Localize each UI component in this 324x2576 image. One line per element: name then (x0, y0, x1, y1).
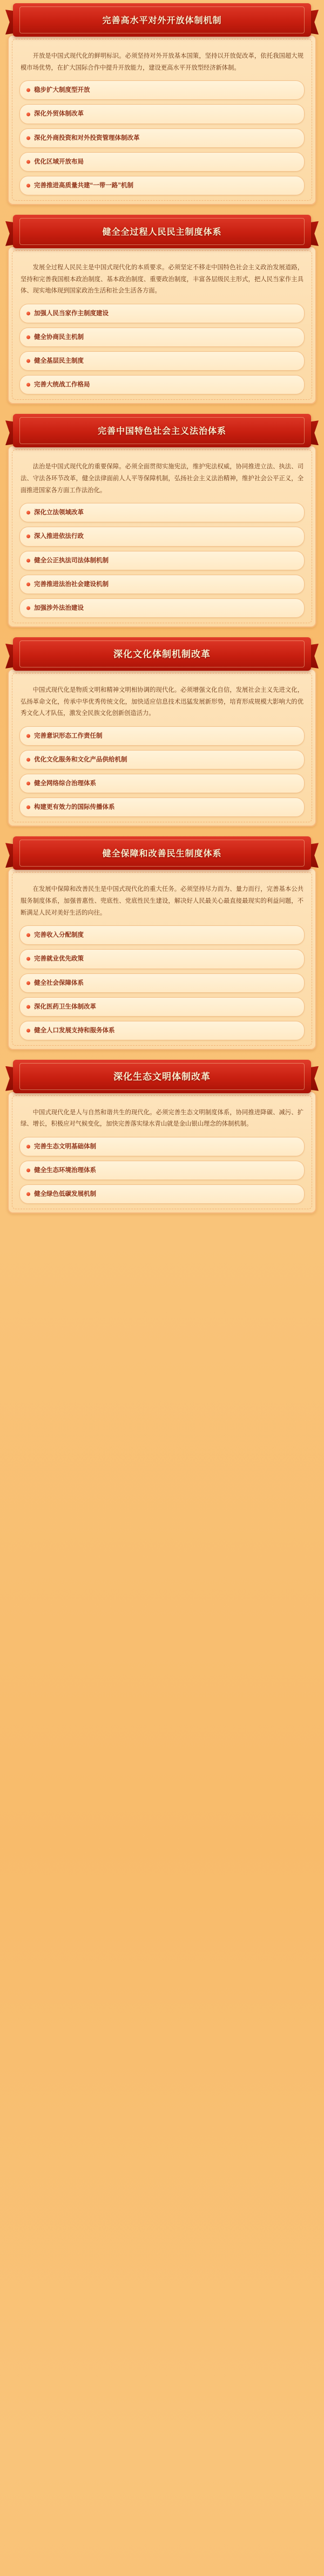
list-item[interactable] (19, 750, 305, 769)
list-item-label: 优化区域开放布局 (34, 158, 84, 165)
bullet-dot-icon (26, 112, 30, 116)
bullet-dot-icon (26, 981, 30, 985)
list-item-label: 健全社会保障体系 (34, 979, 84, 986)
section-item-list (19, 1137, 305, 1204)
bullet-dot-icon (26, 183, 30, 187)
list-item[interactable] (19, 80, 305, 100)
section-title: 完善中国特色社会主义法治体系 (97, 427, 226, 437)
content-section (0, 0, 324, 205)
section-paragraph: 在发展中保障和改善民生是中国式现代化的重大任务。必须坚持尽力而为、量力而行，完善基本公共服务制度体系，加强普惠性、兜底性、党底性民生建设，解决好人民最关心最直接最现实的利益问题，不断满足人民对美好生活的向往。 (21, 886, 303, 916)
bullet-dot-icon (26, 734, 30, 738)
list-item-label: 健全网络综合治理体系 (34, 780, 96, 787)
bullet-dot-icon (26, 1192, 30, 1196)
list-item-label: 深化外商投资和对外投资管理体制改革 (34, 134, 140, 141)
section-title: 健全保障和改善民生制度体系 (102, 849, 222, 859)
list-item-label: 健全基层民主制度 (34, 358, 84, 365)
section-card (8, 1091, 316, 1214)
section-card (8, 445, 316, 628)
section-item-list (19, 503, 305, 617)
list-item[interactable] (19, 351, 305, 371)
list-item[interactable] (19, 997, 305, 1017)
list-item[interactable] (19, 152, 305, 172)
list-item-label: 健全人口发展支持和服务体系 (34, 1027, 115, 1034)
sections-container (0, 0, 324, 1214)
bullet-dot-icon (26, 311, 30, 315)
section-title: 健全全过程人民民主制度体系 (102, 228, 222, 237)
list-item[interactable] (19, 949, 305, 969)
list-item-label: 完善收入分配制度 (34, 932, 84, 939)
bullet-dot-icon (26, 511, 30, 515)
section-banner (8, 634, 316, 676)
list-item[interactable] (19, 1137, 305, 1156)
list-item-label: 稳步扩大制度型开放 (34, 87, 90, 94)
bullet-dot-icon (26, 1169, 30, 1173)
bullet-dot-icon (26, 957, 30, 961)
bullet-dot-icon (26, 606, 30, 610)
list-item-label: 完善大统战工作格局 (34, 381, 90, 389)
content-section (0, 212, 324, 404)
list-item-label: 完善就业优先政策 (34, 956, 84, 963)
section-banner (8, 212, 316, 254)
section-item-list (19, 304, 305, 394)
bullet-dot-icon (26, 535, 30, 539)
section-item-list (19, 80, 305, 195)
section-banner (8, 833, 316, 875)
section-paragraph: 法治是中国式现代化的重要保障。必须全面贯彻实施宪法，维护宪法权威，协同推进立法、执法、司法、守法各环节改革，健全法律面前人人平等保障机制，弘扬社会主义法治精神，维护社会公平正义，全面推进国家各方面工作法治化。 (21, 464, 303, 494)
bullet-dot-icon (26, 1005, 30, 1008)
list-item-label: 完善推进法治社会建设机制 (34, 581, 109, 588)
list-item-label: 完善意识形态工作责任制 (34, 732, 103, 739)
list-item-label: 加强人民当家作主制度建设 (34, 310, 109, 317)
bullet-dot-icon (26, 359, 30, 363)
list-item-label: 完善生态文明基础体制 (34, 1143, 96, 1150)
list-item-label: 构建更有效力的国际传播体系 (34, 804, 115, 811)
list-item-label: 健全公正执法司法体制机制 (34, 557, 109, 564)
poster-page (0, 0, 324, 1229)
list-item[interactable] (19, 503, 305, 522)
section-banner (8, 0, 316, 42)
section-title: 深化生态文明体制改革 (113, 1072, 211, 1082)
section-title: 完善高水平对外开放体制机制 (102, 16, 222, 26)
section-paragraph: 中国式现代化是人与自然和谐共生的现代化。必须完善生态文明制度体系，协同推进降碳、减污、扩绿、增长，积极应对气候变化，加快完善落实绿水青山就是金山银山理念的体制机制。 (21, 1109, 303, 1128)
list-item[interactable] (19, 973, 305, 993)
list-item[interactable] (19, 1021, 305, 1040)
list-item-label: 健全协商民主机制 (34, 334, 84, 340)
bullet-dot-icon (26, 782, 30, 786)
list-item[interactable] (19, 598, 305, 618)
section-paragraph: 开放是中国式现代化的鲜明标识。必须坚持对外开放基本国策，坚持以开放促改革，依托我国超大规模市场优势，在扩大国际合作中提升开放能力，建设更高水平开放型经济新体制。 (21, 53, 303, 71)
bullet-dot-icon (26, 806, 30, 809)
list-item[interactable] (19, 176, 305, 195)
bullet-dot-icon (26, 160, 30, 163)
section-item-list (19, 726, 305, 817)
section-item-list (19, 925, 305, 1040)
section-banner (8, 411, 316, 453)
content-section (0, 833, 324, 1050)
bullet-dot-icon (26, 336, 30, 339)
list-item[interactable] (19, 328, 305, 347)
list-item[interactable] (19, 375, 305, 394)
bullet-dot-icon (26, 383, 30, 387)
bullet-dot-icon (26, 88, 30, 92)
list-item[interactable] (19, 551, 305, 570)
bullet-dot-icon (26, 1145, 30, 1149)
section-paragraph: 中国式现代化是物质文明和精神文明相协调的现代化。必须增强文化自信，发展社会主义先进文化，弘扬革命文化，传承中华优秀传统文化，加快适应信息技术迅猛发展新形势，培育形成规模大影响大的优秀文化人才队伍，激发全民族文化创新创造活力。 (21, 686, 303, 717)
bullet-dot-icon (26, 1028, 30, 1032)
list-item-label: 深化外贸体制改革 (34, 111, 84, 118)
section-title: 深化文化体制机制改革 (113, 649, 211, 660)
content-section (0, 634, 324, 827)
list-item[interactable] (19, 925, 305, 945)
list-item[interactable] (19, 798, 305, 817)
bullet-dot-icon (26, 582, 30, 586)
list-item[interactable] (19, 726, 305, 746)
list-item[interactable] (19, 104, 305, 124)
list-item[interactable] (19, 304, 305, 323)
list-item[interactable] (19, 527, 305, 546)
list-item-label: 健全绿色低碳发展机制 (34, 1191, 96, 1198)
list-item[interactable] (19, 1161, 305, 1180)
section-card (8, 669, 316, 827)
list-item-label: 健全生态环境治理体系 (34, 1167, 96, 1174)
section-paragraph: 发展全过程人民民主是中国式现代化的本质要求。必须坚定不移走中国特色社会主义政治发展道路，坚持和完善我国根本政治制度、基本政治制度、重要政治制度，丰富各层级民主形式，把人民当家作主具体、现实地体现到国家政治生活和社会生活各方面。 (21, 264, 303, 295)
section-card (8, 868, 316, 1050)
list-item[interactable] (19, 774, 305, 793)
content-section (0, 1057, 324, 1214)
section-banner (8, 1057, 316, 1099)
bullet-dot-icon (26, 558, 30, 562)
list-item-label: 深入推进依法行政 (34, 533, 84, 540)
section-card (8, 246, 316, 404)
bullet-dot-icon (26, 933, 30, 937)
list-item[interactable] (19, 575, 305, 594)
section-card (8, 35, 316, 205)
content-section (0, 411, 324, 628)
list-item-label: 优化文化服务和文化产品供给机制 (34, 756, 127, 763)
bullet-dot-icon (26, 758, 30, 762)
list-item-label: 深化立法领域改革 (34, 509, 84, 516)
bullet-dot-icon (26, 136, 30, 140)
list-item[interactable] (19, 1184, 305, 1204)
list-item-label: 完善推进高质量共建“一带一路”机制 (34, 182, 133, 189)
list-item-label: 加强涉外法治建设 (34, 604, 84, 611)
list-item[interactable] (19, 128, 305, 148)
list-item-label: 深化医药卫生体制改革 (34, 1003, 96, 1010)
